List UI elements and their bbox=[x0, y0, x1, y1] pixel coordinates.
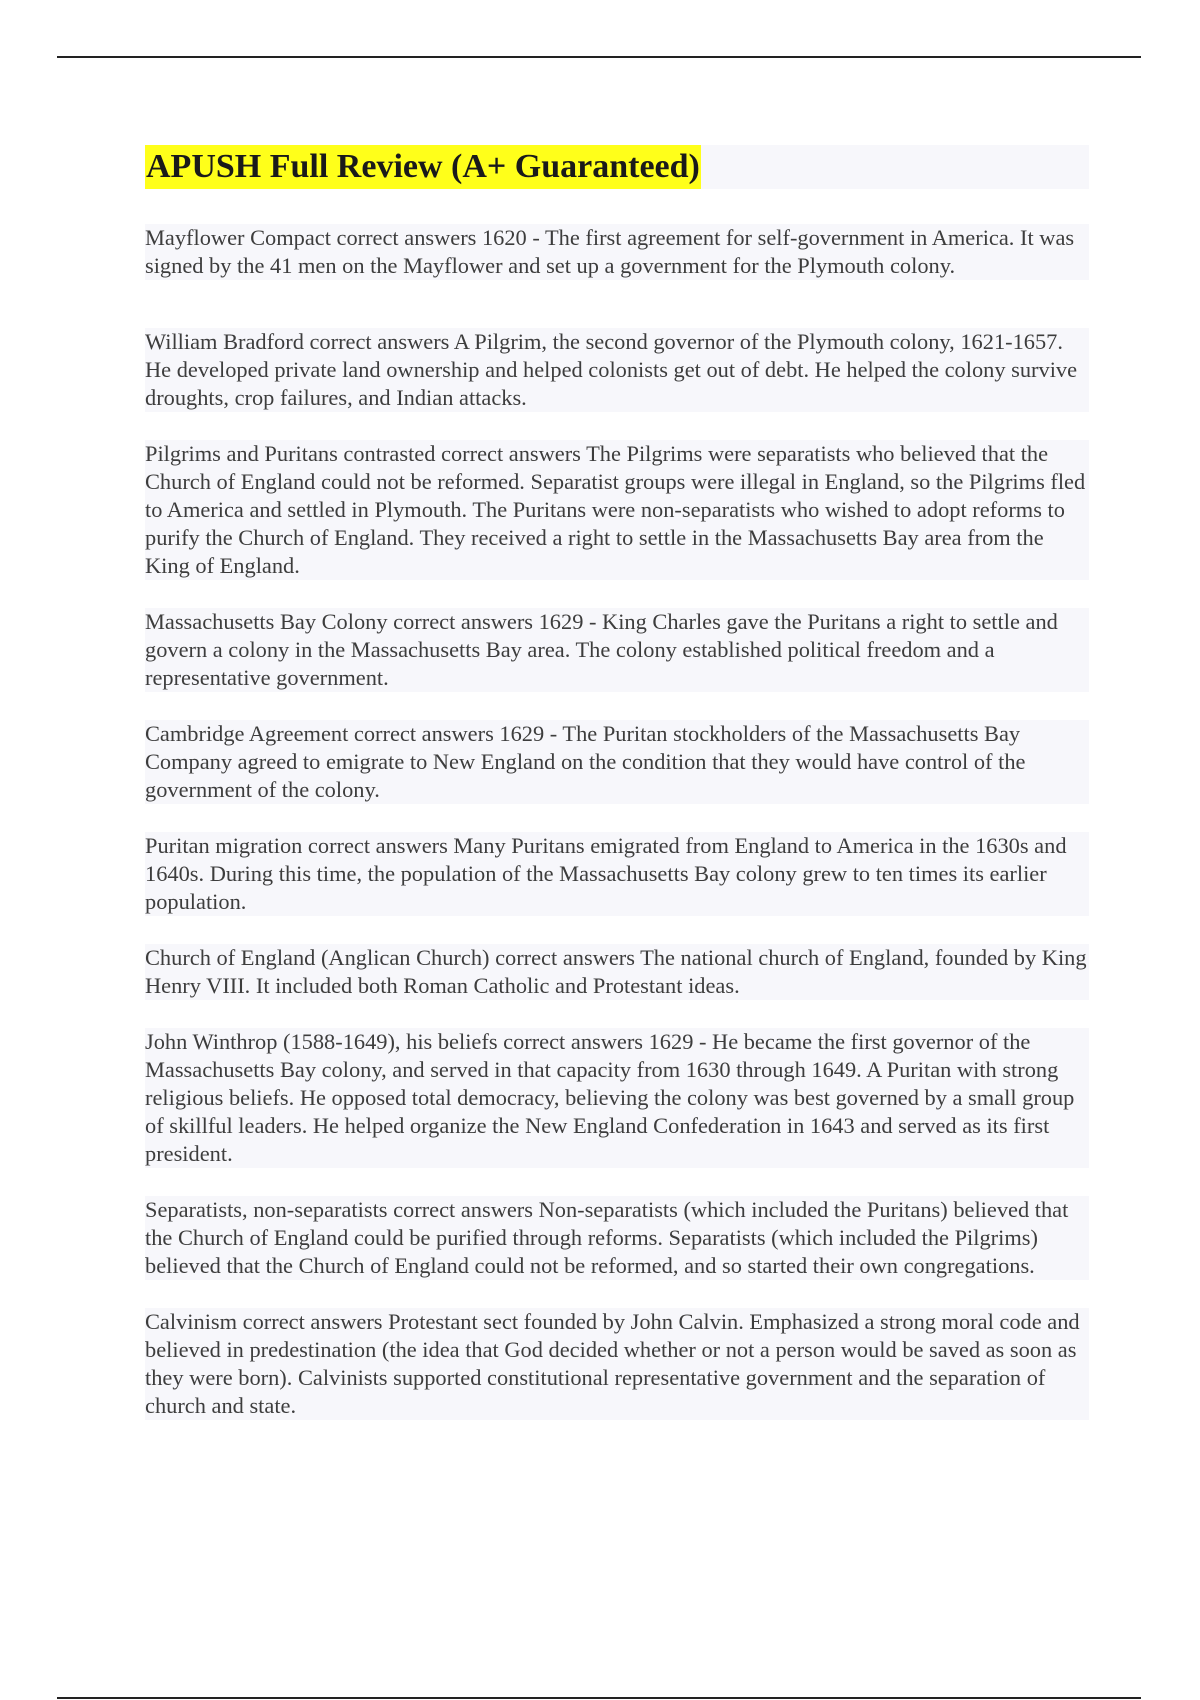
entry-church-of-england: Church of England (Anglican Church) correct answers The national church of England, founded by King Henry VIII. It included both Roman Catholic and Protestant ideas. bbox=[145, 944, 1089, 1000]
entry-john-winthrop: John Winthrop (1588-1649), his beliefs correct answers 1629 - He became the first governor of the Massachusetts Bay colony, and served in that capacity from 1630 through 1649. A Puritan with strong religious beliefs. He opposed total democracy, believing the colony was best governed by a small group of skillful leaders. He helped organize the New England Confederation in 1643 and served as its first president. bbox=[145, 1028, 1089, 1168]
entry-mayflower-compact: Mayflower Compact correct answers 1620 - The first agreement for self-government in America. It was signed by the 41 men on the Mayflower and set up a government for the Plymouth colony. bbox=[145, 224, 1089, 280]
entry-calvinism: Calvinism correct answers Protestant sect founded by John Calvin. Emphasized a strong moral code and believed in predestination (the idea that God decided whether or not a person would be saved as soon as they were born). Calvinists supported constitutional representative government and the separation of church and state. bbox=[145, 1308, 1089, 1420]
document-body bbox=[145, 145, 1089, 1420]
title-band bbox=[145, 145, 1089, 189]
entry-puritan-migration: Puritan migration correct answers Many Puritans emigrated from England to America in the 1630s and 1640s. During this time, the population of the Massachusetts Bay colony grew to ten times its earlier population. bbox=[145, 832, 1089, 916]
entry-william-bradford: William Bradford correct answers A Pilgrim, the second governor of the Plymouth colony, 1621-1657. He developed private land ownership and helped colonists get out of debt. He helped the colony survive droughts, crop failures, and Indian attacks. bbox=[145, 328, 1089, 412]
document-title: APUSH Full Review (A+ Guaranteed) bbox=[145, 145, 701, 189]
entry-massachusetts-bay-colony: Massachusetts Bay Colony correct answers 1629 - King Charles gave the Puritans a right to settle and govern a colony in the Massachusetts Bay area. The colony established political freedom and a representative government. bbox=[145, 608, 1089, 692]
entry-separatists: Separatists, non-separatists correct answers Non-separatists (which included the Puritans) believed that the Church of England could be purified through reforms. Separatists (which included the Pilgrims) believed that the Church of England could not be reformed, and so started their own congregations. bbox=[145, 1196, 1089, 1280]
top-rule bbox=[57, 56, 1141, 58]
entry-cambridge-agreement: Cambridge Agreement correct answers 1629 - The Puritan stockholders of the Massachusetts Bay Company agreed to emigrate to New England on the condition that they would have control of the government of the colony. bbox=[145, 720, 1089, 804]
bottom-rule bbox=[57, 1697, 1141, 1699]
entry-pilgrims-puritans: Pilgrims and Puritans contrasted correct answers The Pilgrims were separatists who believed that the Church of England could not be reformed. Separatist groups were illegal in England, so the Pilgrims fled to America and settled in Plymouth. The Puritans were non-separatists who wished to adopt reforms to purify the Church of England. They received a right to settle in the Massachusetts Bay area from the King of England. bbox=[145, 440, 1089, 580]
